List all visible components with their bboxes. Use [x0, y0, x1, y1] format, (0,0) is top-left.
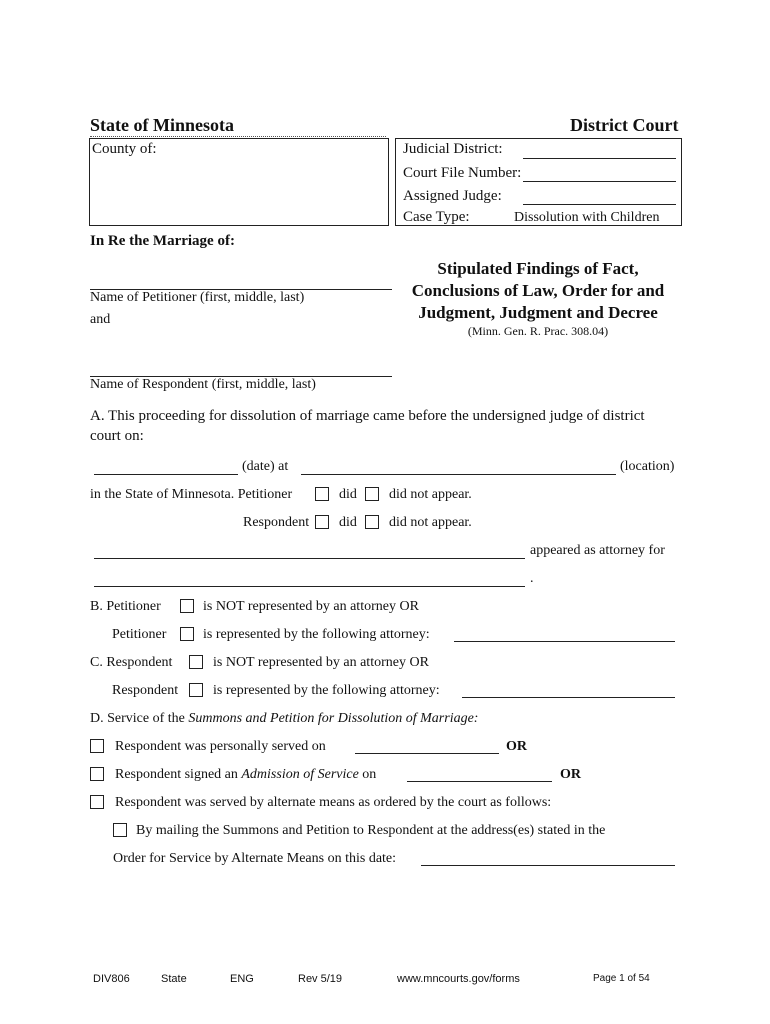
section-b-petitioner: B. Petitioner	[90, 599, 161, 614]
alternate-service-checkbox[interactable]	[90, 795, 104, 809]
respondent-appear-label: Respondent	[243, 515, 310, 530]
rule-citation: (Minn. Gen. R. Prac. 308.04)	[467, 324, 609, 338]
respondent-name-label: Name of Respondent (first, middle, last)	[90, 377, 316, 392]
respondent-did-not-checkbox[interactable]	[365, 515, 379, 529]
respondent-not-represented-label: is NOT represented by an attorney OR	[213, 655, 429, 670]
petitioner-attorney-field[interactable]	[454, 641, 675, 642]
admission-date-field[interactable]	[407, 781, 552, 782]
case-type-underline	[400, 225, 678, 226]
respondent-represented-checkbox[interactable]	[189, 683, 203, 697]
section-c-respondent-2: Respondent	[112, 683, 179, 698]
admission-of-service-label	[115, 767, 376, 783]
attorney-for-period: .	[530, 571, 534, 586]
attorney-for-field[interactable]	[94, 586, 525, 587]
petitioner-did-not-checkbox[interactable]	[365, 487, 379, 501]
footer-state: State	[161, 973, 187, 985]
personally-served-date-field[interactable]	[355, 753, 499, 754]
court-file-number-label: Court File Number:	[403, 165, 522, 181]
location-label: (location)	[620, 459, 675, 474]
petitioner-not-represented-label: is NOT represented by an attorney OR	[203, 599, 419, 614]
section-a-intro-1: A. This proceeding for dissolution of marriage came before the undersigned judge of district	[90, 408, 645, 424]
footer-url: www.mncourts.gov/forms	[397, 973, 520, 985]
attorney-name-field[interactable]	[94, 558, 525, 559]
admission-prefix: Respondent signed an	[115, 767, 242, 782]
personally-served-checkbox[interactable]	[90, 739, 104, 753]
mailing-checkbox[interactable]	[113, 823, 127, 837]
section-d-heading	[90, 711, 478, 727]
case-type-value: Dissolution with Children	[514, 210, 660, 225]
footer-language: ENG	[230, 973, 254, 985]
state-petitioner-text: in the State of Minnesota. Petitioner	[90, 487, 293, 502]
alternate-service-label: Respondent was served by alternate means as ordered by the court as follows:	[115, 795, 552, 810]
admission-italic: Admission of Service	[241, 767, 359, 782]
case-type-label: Case Type:	[403, 209, 470, 225]
footer-form-number: DIV806	[93, 973, 130, 985]
section-b-petitioner-2: Petitioner	[112, 627, 167, 642]
respondent-attorney-field[interactable]	[462, 697, 675, 698]
mailing-label: By mailing the Summons and Petition to Respondent at the address(es) stated in the	[136, 823, 606, 838]
petitioner-did-checkbox[interactable]	[315, 487, 329, 501]
order-for-service-label: Order for Service by Alternate Means on this date:	[113, 851, 397, 866]
respondent-did-not-label: did not appear.	[389, 515, 472, 530]
assigned-judge-label: Assigned Judge:	[403, 188, 502, 204]
in-re-label: In Re the Marriage of:	[90, 233, 235, 249]
admission-of-service-checkbox[interactable]	[90, 767, 104, 781]
section-d-prefix: D. Service of the	[90, 711, 189, 726]
court-heading: District Court	[570, 115, 679, 135]
footer-revision: Rev 5/19	[298, 973, 343, 985]
or-label-1: OR	[506, 739, 527, 754]
title-line-3: Judgment, Judgment and Decree	[418, 303, 658, 322]
state-heading: State of Minnesota	[90, 115, 234, 135]
attorney-for-label: appeared as attorney for	[530, 543, 665, 558]
admission-suffix: on	[358, 767, 377, 782]
title-line-1: Stipulated Findings of Fact,	[437, 259, 639, 278]
respondent-represented-label: is represented by the following attorney:	[213, 683, 440, 698]
order-for-service-date-field[interactable]	[421, 865, 675, 866]
or-label-2: OR	[560, 767, 581, 782]
section-d-document-title: Summons and Petition for Dissolution of Marriage:	[188, 711, 479, 726]
respondent-did-checkbox[interactable]	[315, 515, 329, 529]
petitioner-represented-label: is represented by the following attorney:	[203, 627, 430, 642]
and-label: and	[90, 312, 111, 327]
personally-served-label: Respondent was personally served on	[115, 739, 326, 754]
petitioner-not-represented-checkbox[interactable]	[180, 599, 194, 613]
hearing-date-field[interactable]	[94, 474, 238, 475]
court-file-number-field[interactable]	[523, 181, 676, 182]
petitioner-represented-checkbox[interactable]	[180, 627, 194, 641]
hearing-location-field[interactable]	[301, 474, 616, 475]
assigned-judge-field[interactable]	[523, 204, 676, 205]
title-line-2: Conclusions of Law, Order for and	[411, 281, 665, 300]
header-rule-left	[90, 136, 386, 137]
respondent-did-label: did	[339, 515, 357, 530]
county-label: County of:	[92, 141, 157, 157]
judicial-district-field[interactable]	[523, 158, 676, 159]
judicial-district-label: Judicial District:	[403, 141, 503, 157]
date-label: (date) at	[242, 459, 289, 474]
respondent-not-represented-checkbox[interactable]	[189, 655, 203, 669]
footer-page-number: Page 1 of 54	[593, 973, 650, 984]
petitioner-did-not-label: did not appear.	[389, 487, 472, 502]
petitioner-name-label: Name of Petitioner (first, middle, last)	[90, 290, 305, 305]
petitioner-did-label: did	[339, 487, 357, 502]
section-c-respondent: C. Respondent	[90, 655, 173, 670]
section-a-intro-2: court on:	[90, 428, 144, 444]
